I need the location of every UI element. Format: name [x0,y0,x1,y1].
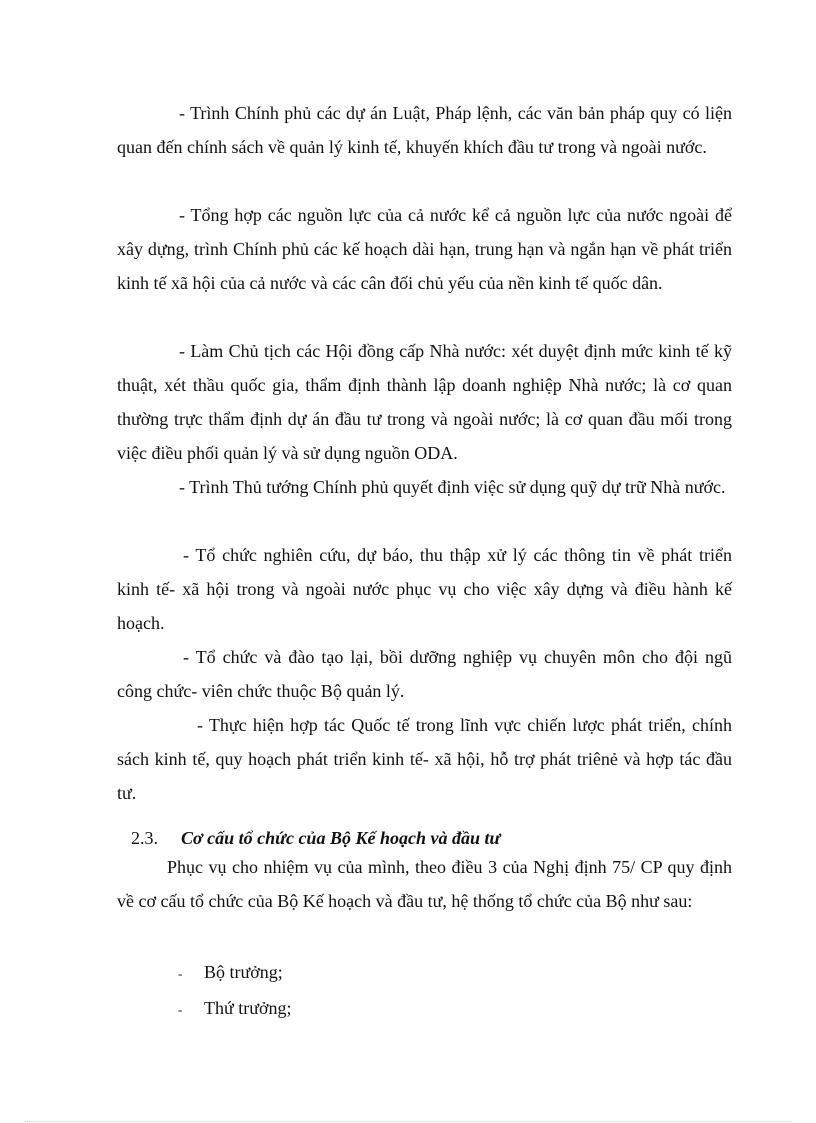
bullet-dash: - [178,1002,183,1017]
paragraph-6: - Tổ chức và đào tạo lại, bồi dưỡng nghiệp vụ chuyên môn cho đội ngũ công chức- viên chức thuộc Bộ quản lý. [117,647,732,701]
intro-paragraph: Phục vụ cho nhiệm vụ của mình, theo điều 3 của Nghị định 75/ CP quy định về cơ cấu tổ chức của Bộ Kế hoạch và đầu tư, hệ thống tổ chức của Bộ như sau: [117,857,732,911]
section-heading [131,823,500,853]
paragraph-7: - Thực hiện hợp tác Quốc tế trong lĩnh vực chiến lược phát triển, chính sách kinh tế, quy hoạch phát triển kinh tế- xã hội, hỗ trợ phát triênẻ và hợp tác đầu tư. [117,715,732,803]
paragraph-3: - Làm Chủ tịch các Hội đồng cấp Nhà nước: xét duyệt định mức kinh tế kỹ thuật, xét thầu quốc gia, thẩm định thành lập doanh nghiệp Nhà nước; là cơ quan thường trực thẩm định dự án đầu tư trong và ngoài nước; là cơ quan đầu mối trong việc điều phối quản lý và sử dụng nguồn ODA. [117,341,732,463]
section-number: 2.3. [131,828,158,848]
bullet-dash: - [178,966,183,981]
list-item: - Thứ trưởng; [178,993,292,1023]
paragraph-4: - Trình Thủ tướng Chính phủ quyết định việc sử dụng quỹ dự trữ Nhà nước. [179,477,726,497]
list-item: - Bộ trưởng; [178,957,283,987]
section-title: Cơ cấu tổ chức của Bộ Kế hoạch và đầu tư [181,828,501,848]
paragraph-5: - Tổ chức nghiên cứu, dự báo, thu thập xử lý các thông tin về phát triển kinh tế- xã hội trong và ngoài nước phục vụ cho việc xây dựng và điều hành kế hoạch. [117,545,732,633]
paragraph-2: - Tổng hợp các nguồn lực của cả nước kể cả nguồn lực của nước ngoài để xây dựng, trình Chính phủ các kế hoạch dài hạn, trung hạn và ngắn hạn về phát triển kinh tế xã hội của cả nước và các cân đối chủ yếu của nền kinh tế quốc dân. [117,205,732,293]
paragraph-1: - Trình Chính phủ các dự án Luật, Pháp lệnh, các văn bản pháp quy có liện quan đến chính sách về quản lý kinh tế, khuyến khích đầu tư trong và ngoài nước. [117,103,732,157]
page-bottom-divider [24,1121,792,1122]
